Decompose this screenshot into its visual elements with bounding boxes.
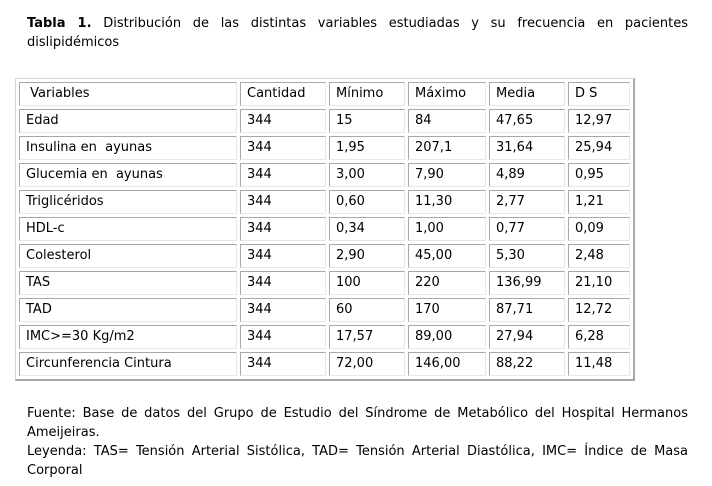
table-cell: Circunferencia Cintura bbox=[19, 352, 237, 376]
table-row bbox=[19, 271, 630, 295]
table-header-row bbox=[19, 82, 630, 106]
table-cell: Insulina en ayunas bbox=[19, 136, 237, 160]
table-cell: 89,00 bbox=[408, 325, 486, 349]
table-cell: 344 bbox=[240, 109, 326, 133]
header-variables: Variables bbox=[19, 82, 237, 106]
footer-source: Fuente: Base de datos del Grupo de Estudio del Síndrome de Metabólico del Hospital Hermanos Ameijeiras. bbox=[27, 406, 688, 440]
table-cell: 21,10 bbox=[568, 271, 630, 295]
table-cell: 88,22 bbox=[489, 352, 565, 376]
table-cell: 84 bbox=[408, 109, 486, 133]
table-cell: 2,48 bbox=[568, 244, 630, 268]
table-cell: 5,30 bbox=[489, 244, 565, 268]
table-cell: 170 bbox=[408, 298, 486, 322]
table-cell: 344 bbox=[240, 271, 326, 295]
table-cell: 146,00 bbox=[408, 352, 486, 376]
table-cell: 344 bbox=[240, 352, 326, 376]
table-caption bbox=[27, 14, 688, 52]
table-cell: 72,00 bbox=[329, 352, 405, 376]
table-cell: 136,99 bbox=[489, 271, 565, 295]
table-footer bbox=[27, 404, 688, 480]
table-cell: 0,95 bbox=[568, 163, 630, 187]
header-maximo: Máximo bbox=[408, 82, 486, 106]
table-cell: 207,1 bbox=[408, 136, 486, 160]
table-cell: 344 bbox=[240, 325, 326, 349]
table-cell: 12,97 bbox=[568, 109, 630, 133]
caption-text: Distribución de las distintas variables estudiadas y su frecuencia en pacientes dislipidémicos bbox=[27, 16, 688, 50]
table-cell: TAS bbox=[19, 271, 237, 295]
table-cell: 4,89 bbox=[489, 163, 565, 187]
data-table bbox=[16, 79, 633, 379]
table-cell: 7,90 bbox=[408, 163, 486, 187]
header-cantidad: Cantidad bbox=[240, 82, 326, 106]
table-cell: Colesterol bbox=[19, 244, 237, 268]
header-minimo: Mínimo bbox=[329, 82, 405, 106]
table-row bbox=[19, 217, 630, 241]
table-row bbox=[19, 190, 630, 214]
table-cell: Triglicéridos bbox=[19, 190, 237, 214]
table-cell: 344 bbox=[240, 217, 326, 241]
table-cell: 0,34 bbox=[329, 217, 405, 241]
table-cell: 1,00 bbox=[408, 217, 486, 241]
table-cell: 0,60 bbox=[329, 190, 405, 214]
table-cell: 220 bbox=[408, 271, 486, 295]
table-cell: 47,65 bbox=[489, 109, 565, 133]
table-row bbox=[19, 325, 630, 349]
table-row bbox=[19, 109, 630, 133]
table-cell: 11,30 bbox=[408, 190, 486, 214]
table-cell: 87,71 bbox=[489, 298, 565, 322]
table-cell: 12,72 bbox=[568, 298, 630, 322]
header-media: Media bbox=[489, 82, 565, 106]
table-cell: IMC>=30 Kg/m2 bbox=[19, 325, 237, 349]
table-cell: 1,21 bbox=[568, 190, 630, 214]
table-cell: 31,64 bbox=[489, 136, 565, 160]
table-cell: 344 bbox=[240, 136, 326, 160]
table-cell: 344 bbox=[240, 244, 326, 268]
table-cell: 27,94 bbox=[489, 325, 565, 349]
table-cell: 6,28 bbox=[568, 325, 630, 349]
table-cell: 1,95 bbox=[329, 136, 405, 160]
table-cell: 15 bbox=[329, 109, 405, 133]
table-cell: Edad bbox=[19, 109, 237, 133]
table-cell: 2,90 bbox=[329, 244, 405, 268]
table-row bbox=[19, 163, 630, 187]
table-cell: 25,94 bbox=[568, 136, 630, 160]
table-cell: 2,77 bbox=[489, 190, 565, 214]
caption-label: Tabla 1. bbox=[27, 16, 92, 31]
table-row bbox=[19, 244, 630, 268]
table-cell: 0,09 bbox=[568, 217, 630, 241]
table-cell: HDL-c bbox=[19, 217, 237, 241]
table-row bbox=[19, 298, 630, 322]
table-cell: 344 bbox=[240, 190, 326, 214]
table-cell: 344 bbox=[240, 298, 326, 322]
table-cell: 344 bbox=[240, 163, 326, 187]
data-table-frame bbox=[15, 78, 635, 381]
table-cell: TAD bbox=[19, 298, 237, 322]
table-cell: 60 bbox=[329, 298, 405, 322]
table-cell: 3,00 bbox=[329, 163, 405, 187]
table-cell: Glucemia en ayunas bbox=[19, 163, 237, 187]
table-cell: 11,48 bbox=[568, 352, 630, 376]
table-cell: 100 bbox=[329, 271, 405, 295]
table-cell: 45,00 bbox=[408, 244, 486, 268]
table-cell: 0,77 bbox=[489, 217, 565, 241]
footer-legend: Leyenda: TAS= Tensión Arterial Sistólica, TAD= Tensión Arterial Diastólica, IMC= Índice de Masa Corporal bbox=[27, 444, 688, 478]
header-ds: D S bbox=[568, 82, 630, 106]
table-cell: 17,57 bbox=[329, 325, 405, 349]
table-row bbox=[19, 352, 630, 376]
table-row bbox=[19, 136, 630, 160]
